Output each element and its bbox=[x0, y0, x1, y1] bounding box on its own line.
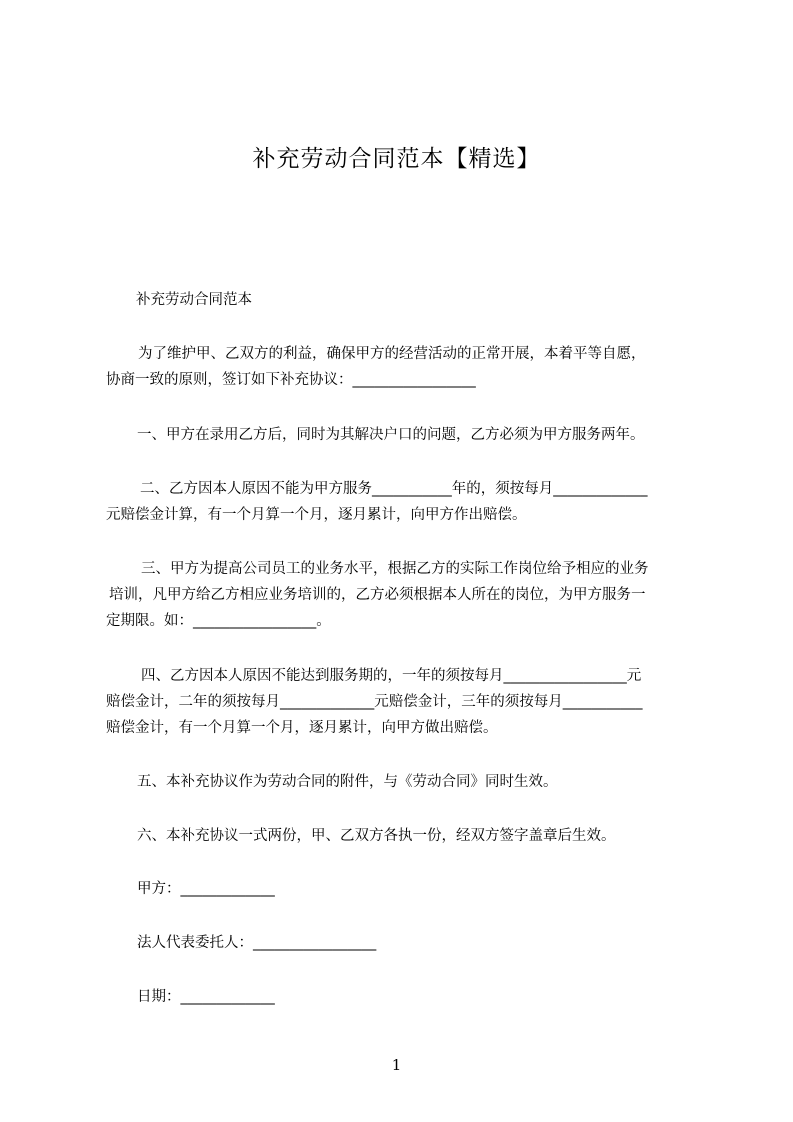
clause-4-line-1: 四、乙方因本人原因不能达到服务期的，一年的须按每月_________________元 bbox=[141, 668, 642, 684]
clause-2-line-2: 元赔偿金计算，有一个月算一个月，逐月累计，向甲方作出赔偿。 bbox=[106, 507, 527, 523]
clause-3-line-2: 培训，凡甲方给乙方相应业务培训的，乙方必须根据本人所在的岗位，为甲方服务一 bbox=[109, 587, 646, 603]
clause-5-line-1: 五、本补充协议作为劳动合同的附件，与《劳动合同》同时生效。 bbox=[137, 774, 558, 790]
party-a-signature-line: 甲方：_____________ bbox=[137, 881, 275, 897]
date-line: 日期：_____________ bbox=[137, 989, 275, 1005]
legal-representative-line: 法人代表委托人：_________________ bbox=[137, 935, 377, 951]
document-title: 补充劳动合同范本【精选】 bbox=[252, 146, 541, 172]
intro-line-1: 为了维护甲、乙双方的利益，确保甲方的经营活动的正常开展，本着平等自愿， bbox=[138, 346, 646, 362]
clause-2-line-1: 二、乙方因本人原因不能为甲方服务___________年的，须按每月_____________ bbox=[140, 481, 648, 497]
clause-6-line-1: 六、本补充协议一式两份，甲、乙双方各执一份，经双方签字盖章后生效。 bbox=[137, 828, 616, 844]
clause-1-line-1: 一、甲方在录用乙方后，同时为其解决户口的问题，乙方必须为甲方服务两年。 bbox=[137, 427, 645, 443]
page-number: 1 bbox=[391, 1056, 402, 1074]
subtitle-line: 补充劳动合同范本 bbox=[136, 292, 252, 308]
clause-4-line-3: 赔偿金计，有一个月算一个月，逐月累计，向甲方做出赔偿。 bbox=[106, 720, 498, 736]
intro-line-2: 协商一致的原则，签订如下补充协议：_________________ bbox=[106, 372, 476, 388]
clause-3-line-1: 三、甲方为提高公司员工的业务水平，根据乙方的实际工作岗位给予相应的业务 bbox=[141, 561, 649, 577]
clause-4-line-2: 赔偿金计，二年的须按每月_____________元赔偿金计，三年的须按每月___________ bbox=[106, 694, 643, 710]
clause-3-line-3: 定期限。如：_________________。 bbox=[106, 613, 331, 629]
